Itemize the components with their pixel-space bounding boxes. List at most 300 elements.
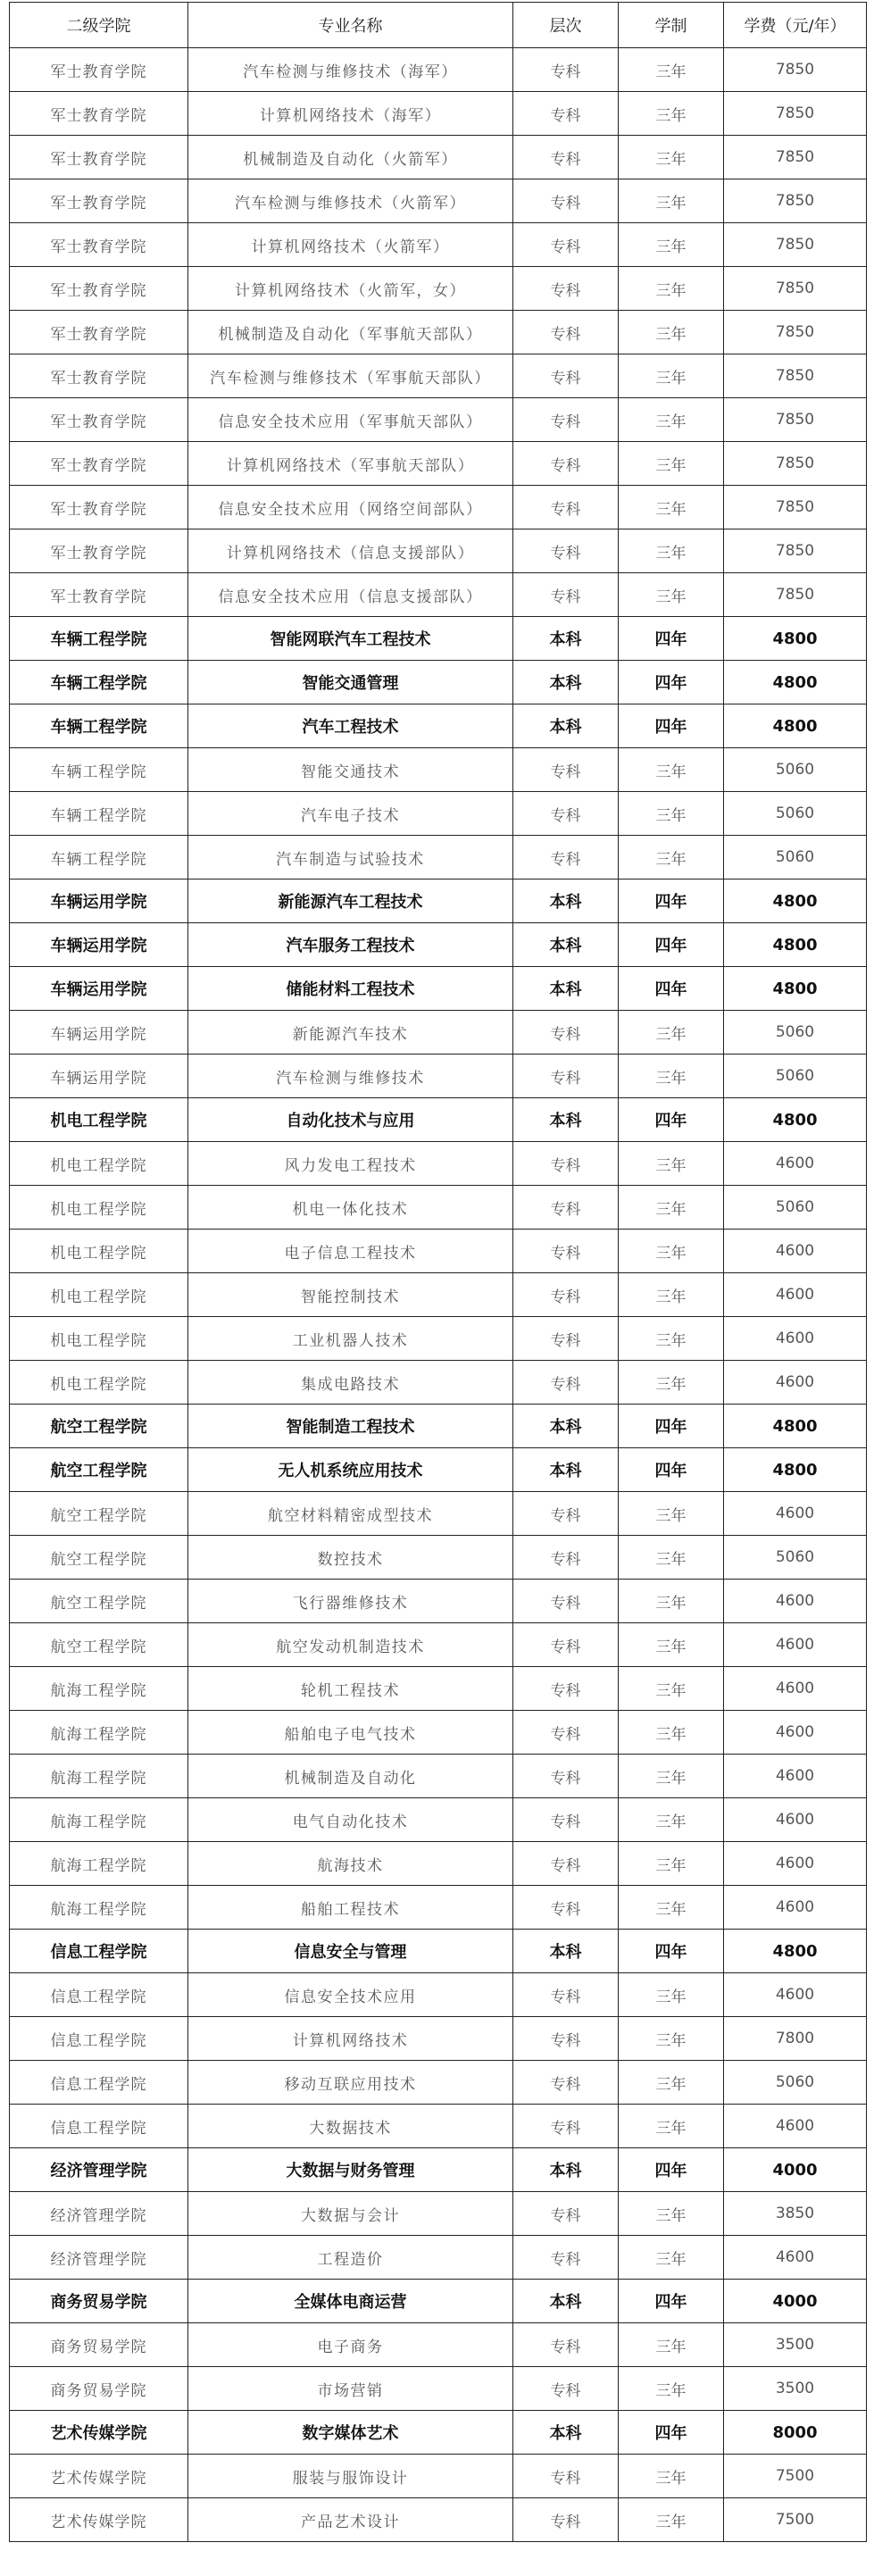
fee-cell: 4600 [724, 1580, 867, 1623]
table-row [10, 967, 867, 1011]
college-cell: 航海工程学院 [10, 1755, 188, 1798]
table-row [10, 2280, 867, 2323]
table-row [10, 617, 867, 661]
duration-cell: 三年 [619, 1011, 724, 1055]
level-cell: 专科 [513, 1842, 619, 1886]
major-cell: 航空材料精密成型技术 [188, 1492, 513, 1536]
duration-cell: 三年 [619, 2236, 724, 2280]
fee-cell: 4800 [724, 1448, 867, 1492]
level-cell: 本科 [513, 1930, 619, 1973]
duration-cell: 三年 [619, 442, 724, 486]
duration-cell: 三年 [619, 2017, 724, 2061]
table-row [10, 1230, 867, 1273]
level-cell: 专科 [513, 136, 619, 179]
college-cell: 军士教育学院 [10, 267, 188, 311]
duration-cell: 三年 [619, 1536, 724, 1580]
fee-cell: 7850 [724, 573, 867, 617]
fee-cell: 4000 [724, 2280, 867, 2323]
duration-cell: 三年 [619, 1886, 724, 1930]
major-cell: 计算机网络技术（军事航天部队） [188, 442, 513, 486]
table-row [10, 1317, 867, 1361]
tuition-table [9, 2, 867, 2542]
major-cell: 信息安全技术应用（网络空间部队） [188, 486, 513, 529]
college-cell: 机电工程学院 [10, 1098, 188, 1142]
level-cell: 专科 [513, 223, 619, 267]
table-row [10, 1098, 867, 1142]
level-cell: 专科 [513, 1711, 619, 1755]
header-major: 专业名称 [188, 3, 513, 48]
fee-cell: 4600 [724, 1755, 867, 1798]
duration-cell: 三年 [619, 1798, 724, 1842]
level-cell: 专科 [513, 1492, 619, 1536]
level-cell: 专科 [513, 2455, 619, 2498]
fee-cell: 7850 [724, 442, 867, 486]
college-cell: 军士教育学院 [10, 48, 188, 92]
college-cell: 航海工程学院 [10, 1886, 188, 1930]
level-cell: 专科 [513, 1273, 619, 1317]
duration-cell: 三年 [619, 1230, 724, 1273]
duration-cell: 三年 [619, 92, 724, 136]
duration-cell: 四年 [619, 2280, 724, 2323]
table-row [10, 179, 867, 223]
duration-cell: 三年 [619, 179, 724, 223]
college-cell: 车辆工程学院 [10, 836, 188, 880]
header-duration: 学制 [619, 3, 724, 48]
header-level: 层次 [513, 3, 619, 48]
major-cell: 市场营销 [188, 2367, 513, 2411]
fee-cell: 4600 [724, 1711, 867, 1755]
college-cell: 车辆运用学院 [10, 967, 188, 1011]
major-cell: 智能交通技术 [188, 748, 513, 792]
college-cell: 信息工程学院 [10, 2061, 188, 2105]
fee-cell: 5060 [724, 748, 867, 792]
level-cell: 本科 [513, 1448, 619, 1492]
college-cell: 军士教育学院 [10, 136, 188, 179]
fee-cell: 4600 [724, 1230, 867, 1273]
college-cell: 车辆运用学院 [10, 1055, 188, 1098]
table-row [10, 1623, 867, 1667]
table-row [10, 1580, 867, 1623]
major-cell: 智能交通管理 [188, 661, 513, 704]
level-cell: 专科 [513, 2192, 619, 2236]
table-row [10, 1273, 867, 1317]
fee-cell: 5060 [724, 836, 867, 880]
duration-cell: 三年 [619, 48, 724, 92]
fee-cell: 4800 [724, 1098, 867, 1142]
major-cell: 计算机网络技术（火箭军） [188, 223, 513, 267]
level-cell: 专科 [513, 1011, 619, 1055]
college-cell: 航海工程学院 [10, 1842, 188, 1886]
fee-cell: 4800 [724, 880, 867, 923]
duration-cell: 四年 [619, 704, 724, 748]
major-cell: 汽车检测与维修技术（海军） [188, 48, 513, 92]
level-cell: 专科 [513, 486, 619, 529]
level-cell: 专科 [513, 1361, 619, 1405]
table-row [10, 704, 867, 748]
header-fee: 学费（元/年） [724, 3, 867, 48]
major-cell: 电子信息工程技术 [188, 1230, 513, 1273]
fee-cell: 4600 [724, 1142, 867, 1186]
level-cell: 本科 [513, 923, 619, 967]
level-cell: 专科 [513, 2061, 619, 2105]
table-row [10, 748, 867, 792]
table-row [10, 92, 867, 136]
fee-cell: 5060 [724, 1186, 867, 1230]
college-cell: 车辆工程学院 [10, 792, 188, 836]
major-cell: 计算机网络技术（信息支援部队） [188, 529, 513, 573]
level-cell: 专科 [513, 836, 619, 880]
college-cell: 车辆运用学院 [10, 1011, 188, 1055]
table-row [10, 2061, 867, 2105]
fee-cell: 4000 [724, 2148, 867, 2192]
level-cell: 专科 [513, 2498, 619, 2542]
major-cell: 计算机网络技术 [188, 2017, 513, 2061]
college-cell: 军士教育学院 [10, 354, 188, 398]
college-cell: 机电工程学院 [10, 1317, 188, 1361]
major-cell: 机械制造及自动化 [188, 1755, 513, 1798]
level-cell: 专科 [513, 92, 619, 136]
fee-cell: 4800 [724, 617, 867, 661]
college-cell: 信息工程学院 [10, 2017, 188, 2061]
table-row [10, 1930, 867, 1973]
fee-cell: 8000 [724, 2411, 867, 2455]
duration-cell: 三年 [619, 1623, 724, 1667]
table-row [10, 2236, 867, 2280]
duration-cell: 四年 [619, 2148, 724, 2192]
level-cell: 本科 [513, 967, 619, 1011]
college-cell: 信息工程学院 [10, 2105, 188, 2148]
level-cell: 专科 [513, 179, 619, 223]
fee-cell: 7850 [724, 354, 867, 398]
college-cell: 航空工程学院 [10, 1623, 188, 1667]
fee-cell: 4600 [724, 2236, 867, 2280]
level-cell: 专科 [513, 1886, 619, 1930]
college-cell: 信息工程学院 [10, 1930, 188, 1973]
duration-cell: 三年 [619, 2367, 724, 2411]
level-cell: 专科 [513, 2323, 619, 2367]
level-cell: 专科 [513, 267, 619, 311]
table-row [10, 2498, 867, 2542]
level-cell: 专科 [513, 1580, 619, 1623]
table-row [10, 1886, 867, 1930]
major-cell: 飞行器维修技术 [188, 1580, 513, 1623]
major-cell: 服装与服饰设计 [188, 2455, 513, 2498]
fee-cell: 4600 [724, 1623, 867, 1667]
table-row [10, 48, 867, 92]
college-cell: 军士教育学院 [10, 442, 188, 486]
level-cell: 本科 [513, 704, 619, 748]
level-cell: 专科 [513, 311, 619, 354]
major-cell: 产品艺术设计 [188, 2498, 513, 2542]
major-cell: 电气自动化技术 [188, 1798, 513, 1842]
header-college: 二级学院 [10, 3, 188, 48]
fee-cell: 4800 [724, 661, 867, 704]
major-cell: 计算机网络技术（火箭军，女） [188, 267, 513, 311]
major-cell: 大数据与财务管理 [188, 2148, 513, 2192]
table-row [10, 2017, 867, 2061]
duration-cell: 四年 [619, 967, 724, 1011]
fee-cell: 3500 [724, 2323, 867, 2367]
duration-cell: 三年 [619, 529, 724, 573]
level-cell: 专科 [513, 2367, 619, 2411]
fee-cell: 7800 [724, 2017, 867, 2061]
level-cell: 专科 [513, 1055, 619, 1098]
college-cell: 机电工程学院 [10, 1273, 188, 1317]
level-cell: 专科 [513, 2236, 619, 2280]
major-cell: 机械制造及自动化（火箭军） [188, 136, 513, 179]
duration-cell: 四年 [619, 617, 724, 661]
duration-cell: 三年 [619, 354, 724, 398]
duration-cell: 三年 [619, 223, 724, 267]
level-cell: 专科 [513, 1667, 619, 1711]
table-row [10, 1492, 867, 1536]
major-cell: 大数据技术 [188, 2105, 513, 2148]
fee-cell: 7850 [724, 179, 867, 223]
table-row [10, 267, 867, 311]
header-row [10, 3, 867, 48]
major-cell: 机电一体化技术 [188, 1186, 513, 1230]
major-cell: 汽车检测与维修技术（火箭军） [188, 179, 513, 223]
college-cell: 经济管理学院 [10, 2148, 188, 2192]
duration-cell: 三年 [619, 1580, 724, 1623]
level-cell: 专科 [513, 1142, 619, 1186]
duration-cell: 四年 [619, 1448, 724, 1492]
level-cell: 本科 [513, 617, 619, 661]
duration-cell: 三年 [619, 2455, 724, 2498]
table-row [10, 792, 867, 836]
major-cell: 移动互联应用技术 [188, 2061, 513, 2105]
table-row [10, 223, 867, 267]
fee-cell: 4800 [724, 1405, 867, 1448]
table-row [10, 880, 867, 923]
fee-cell: 3500 [724, 2367, 867, 2411]
table-row [10, 836, 867, 880]
level-cell: 专科 [513, 573, 619, 617]
level-cell: 本科 [513, 880, 619, 923]
table-row [10, 398, 867, 442]
duration-cell: 三年 [619, 311, 724, 354]
duration-cell: 三年 [619, 1055, 724, 1098]
duration-cell: 四年 [619, 1930, 724, 1973]
major-cell: 轮机工程技术 [188, 1667, 513, 1711]
college-cell: 军士教育学院 [10, 311, 188, 354]
duration-cell: 三年 [619, 1755, 724, 1798]
major-cell: 计算机网络技术（海军） [188, 92, 513, 136]
duration-cell: 三年 [619, 748, 724, 792]
fee-cell: 5060 [724, 792, 867, 836]
college-cell: 航空工程学院 [10, 1405, 188, 1448]
fee-cell: 7850 [724, 398, 867, 442]
level-cell: 专科 [513, 748, 619, 792]
level-cell: 专科 [513, 792, 619, 836]
fee-cell: 5060 [724, 1536, 867, 1580]
college-cell: 车辆运用学院 [10, 880, 188, 923]
duration-cell: 四年 [619, 1098, 724, 1142]
college-cell: 信息工程学院 [10, 1973, 188, 2017]
major-cell: 信息安全与管理 [188, 1930, 513, 1973]
major-cell: 信息安全技术应用 [188, 1973, 513, 2017]
duration-cell: 三年 [619, 1492, 724, 1536]
major-cell: 工程造价 [188, 2236, 513, 2280]
fee-cell: 7850 [724, 92, 867, 136]
fee-cell: 5060 [724, 1055, 867, 1098]
major-cell: 新能源汽车技术 [188, 1011, 513, 1055]
level-cell: 专科 [513, 1973, 619, 2017]
table-row [10, 1448, 867, 1492]
major-cell: 智能制造工程技术 [188, 1405, 513, 1448]
table-row [10, 2411, 867, 2455]
major-cell: 汽车服务工程技术 [188, 923, 513, 967]
college-cell: 军士教育学院 [10, 398, 188, 442]
duration-cell: 三年 [619, 1667, 724, 1711]
major-cell: 汽车工程技术 [188, 704, 513, 748]
duration-cell: 三年 [619, 1273, 724, 1317]
table-row [10, 2323, 867, 2367]
table-row [10, 136, 867, 179]
duration-cell: 三年 [619, 398, 724, 442]
fee-cell: 4600 [724, 1361, 867, 1405]
fee-cell: 7850 [724, 267, 867, 311]
major-cell: 集成电路技术 [188, 1361, 513, 1405]
fee-cell: 7850 [724, 223, 867, 267]
table-row [10, 1011, 867, 1055]
duration-cell: 三年 [619, 2192, 724, 2236]
major-cell: 自动化技术与应用 [188, 1098, 513, 1142]
college-cell: 经济管理学院 [10, 2192, 188, 2236]
level-cell: 专科 [513, 1186, 619, 1230]
major-cell: 智能网联汽车工程技术 [188, 617, 513, 661]
fee-cell: 7850 [724, 529, 867, 573]
major-cell: 汽车电子技术 [188, 792, 513, 836]
table-row [10, 1186, 867, 1230]
college-cell: 军士教育学院 [10, 529, 188, 573]
table-row [10, 1842, 867, 1886]
duration-cell: 四年 [619, 880, 724, 923]
major-cell: 数控技术 [188, 1536, 513, 1580]
college-cell: 车辆工程学院 [10, 617, 188, 661]
fee-cell: 7850 [724, 136, 867, 179]
college-cell: 航空工程学院 [10, 1492, 188, 1536]
college-cell: 航空工程学院 [10, 1448, 188, 1492]
college-cell: 航空工程学院 [10, 1536, 188, 1580]
fee-cell: 4600 [724, 1492, 867, 1536]
table-row [10, 486, 867, 529]
table-row [10, 442, 867, 486]
level-cell: 本科 [513, 1405, 619, 1448]
fee-cell: 4800 [724, 967, 867, 1011]
duration-cell: 四年 [619, 923, 724, 967]
table-row [10, 311, 867, 354]
table-row [10, 1405, 867, 1448]
fee-cell: 7500 [724, 2455, 867, 2498]
table-row [10, 354, 867, 398]
level-cell: 专科 [513, 2105, 619, 2148]
college-cell: 军士教育学院 [10, 223, 188, 267]
duration-cell: 三年 [619, 1711, 724, 1755]
duration-cell: 三年 [619, 2061, 724, 2105]
college-cell: 车辆工程学院 [10, 748, 188, 792]
level-cell: 专科 [513, 1230, 619, 1273]
level-cell: 专科 [513, 48, 619, 92]
major-cell: 航海技术 [188, 1842, 513, 1886]
table-row [10, 2105, 867, 2148]
fee-cell: 4800 [724, 1930, 867, 1973]
college-cell: 军士教育学院 [10, 573, 188, 617]
level-cell: 专科 [513, 1623, 619, 1667]
fee-cell: 7850 [724, 48, 867, 92]
major-cell: 智能控制技术 [188, 1273, 513, 1317]
duration-cell: 三年 [619, 1186, 724, 1230]
major-cell: 工业机器人技术 [188, 1317, 513, 1361]
college-cell: 商务贸易学院 [10, 2367, 188, 2411]
fee-cell: 7850 [724, 486, 867, 529]
college-cell: 车辆工程学院 [10, 704, 188, 748]
college-cell: 艺术传媒学院 [10, 2411, 188, 2455]
major-cell: 新能源汽车工程技术 [188, 880, 513, 923]
fee-cell: 5060 [724, 1011, 867, 1055]
fee-cell: 4600 [724, 1973, 867, 2017]
major-cell: 风力发电工程技术 [188, 1142, 513, 1186]
major-cell: 信息安全技术应用（信息支援部队） [188, 573, 513, 617]
major-cell: 储能材料工程技术 [188, 967, 513, 1011]
table-row [10, 1361, 867, 1405]
college-cell: 机电工程学院 [10, 1361, 188, 1405]
table-row [10, 1142, 867, 1186]
major-cell: 数字媒体艺术 [188, 2411, 513, 2455]
level-cell: 专科 [513, 354, 619, 398]
duration-cell: 三年 [619, 2105, 724, 2148]
fee-cell: 3850 [724, 2192, 867, 2236]
college-cell: 航海工程学院 [10, 1711, 188, 1755]
level-cell: 专科 [513, 442, 619, 486]
table-row [10, 1755, 867, 1798]
college-cell: 机电工程学院 [10, 1186, 188, 1230]
table-row [10, 661, 867, 704]
fee-cell: 7500 [724, 2498, 867, 2542]
major-cell: 信息安全技术应用（军事航天部队） [188, 398, 513, 442]
college-cell: 艺术传媒学院 [10, 2455, 188, 2498]
table-row [10, 1798, 867, 1842]
duration-cell: 三年 [619, 267, 724, 311]
table-row [10, 1973, 867, 2017]
college-cell: 车辆工程学院 [10, 661, 188, 704]
major-cell: 航空发动机制造技术 [188, 1623, 513, 1667]
duration-cell: 三年 [619, 486, 724, 529]
duration-cell: 三年 [619, 573, 724, 617]
table-row [10, 1055, 867, 1098]
level-cell: 本科 [513, 2411, 619, 2455]
table-row [10, 1711, 867, 1755]
major-cell: 大数据与会计 [188, 2192, 513, 2236]
fee-cell: 4800 [724, 923, 867, 967]
fee-cell: 4600 [724, 1842, 867, 1886]
fee-cell: 4800 [724, 704, 867, 748]
fee-cell: 4600 [724, 2105, 867, 2148]
college-cell: 航海工程学院 [10, 1798, 188, 1842]
fee-cell: 4600 [724, 1317, 867, 1361]
table-row [10, 2148, 867, 2192]
duration-cell: 三年 [619, 2323, 724, 2367]
level-cell: 本科 [513, 1098, 619, 1142]
major-cell: 汽车检测与维修技术（军事航天部队） [188, 354, 513, 398]
level-cell: 专科 [513, 1536, 619, 1580]
level-cell: 专科 [513, 398, 619, 442]
level-cell: 专科 [513, 1798, 619, 1842]
fee-cell: 7850 [724, 311, 867, 354]
college-cell: 机电工程学院 [10, 1142, 188, 1186]
level-cell: 专科 [513, 1317, 619, 1361]
duration-cell: 三年 [619, 836, 724, 880]
